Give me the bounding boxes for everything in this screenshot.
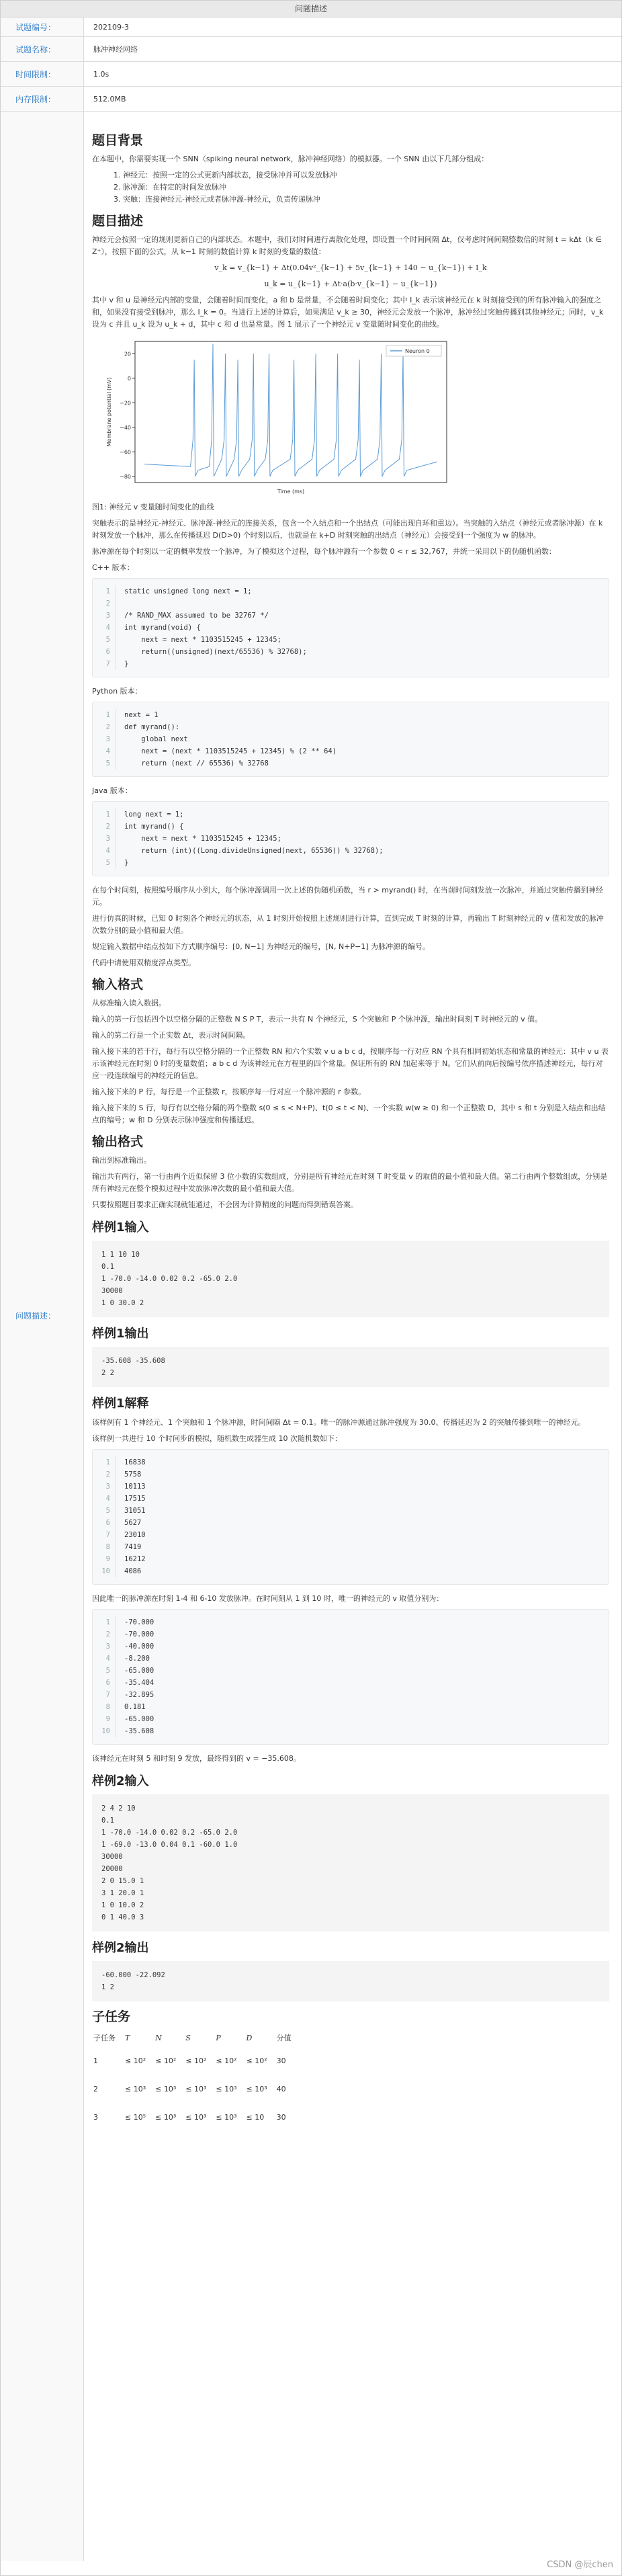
random-values-block: 1 16838 2 5758 3 10113 4 17515 5 31051 6 5627 7 23010 8 7419 9 16212 10 4086 [92,1449,609,1585]
code-line: 0.181 [124,1703,146,1711]
paragraph: 突触表示的是神经元-神经元、脉冲源-神经元的连接关系，包含一个入结点和一个出结点（可能出现自环和重边）。当突触的入结点（神经元或者脉冲源）在 k 时刻发放一个脉冲，那么在传播延迟 D(D>0) 个时刻以后，也就是在 k+D 时刻突触的出结点（神经元）会接受到一个强度为 w 的脉冲。 [92,519,603,540]
y-tick-label: −80 [120,473,131,480]
table-cell: 1 [93,2056,98,2065]
code-line: -70.000 [124,1618,154,1626]
code-line: 7419 [124,1543,142,1551]
legend-label: Neuron 0 [405,348,430,354]
code-line: 5758 [124,1470,142,1479]
section-heading: 题目背景 [92,133,144,148]
table-cell: ≤ 10² [216,2056,237,2065]
code-line: -35.404 [124,1679,154,1687]
table-header: S [185,2034,191,2042]
description-label: 问题描述： [1,112,84,2561]
section-heading: 题目描述 [92,214,144,228]
code-line: -65.000 [124,1715,154,1723]
table-cell: ≤ 10² [185,2056,207,2065]
table-row [92,2075,300,2104]
code-line: 23010 [124,1531,146,1539]
table-header-row [92,2030,300,2047]
plot-area [135,341,447,483]
table-cell: 3 [93,2113,98,2122]
y-tick-label: −40 [120,424,131,431]
info-row-id [1,17,621,37]
code-line: int myrand() { [124,823,184,831]
table-cell: 30 [276,2113,286,2122]
code-line: 17515 [124,1495,146,1503]
code-line: /* RAND_MAX assumed to be 32767 */ [124,612,269,620]
table-cell: ≤ 10 [246,2113,265,2122]
sample-output-1: -35.608 -35.608 2 2 [92,1347,609,1387]
code-line: -40.000 [124,1643,154,1651]
info-label: 内存限制： [1,87,84,111]
table-cell: ≤ 10³ [155,2113,177,2122]
table-cell: ≤ 10² [155,2056,177,2065]
info-label: 试题编号： [1,17,84,36]
table-cell: ≤ 10⁵ [125,2113,146,2122]
chart-svg [104,336,453,497]
paragraph: 输入接下来的 S 行，每行有以空格分隔的两个整数 s(0 ≤ s < N+P)、t(0 ≤ t < N)、一个实数 w(w ≥ 0) 和一个正整数 D，其中 s 和 t 分别是入结点和出结点的编号；w 和 D 分别表示脉冲强度和传播延迟。 [92,1104,606,1124]
code-line: 16212 [124,1555,146,1563]
table-header: N [155,2034,162,2042]
table-cell: ≤ 10³ [125,2085,146,2093]
paragraph: 在本题中，你需要实现一个 SNN（spiking neural network，脉冲神经网络）的模拟器。一个 SNN 由以下几部分组成： [92,155,489,163]
table-header: 分值 [276,2034,292,2042]
code-line: global next [124,735,188,743]
info-value: 1.0s [93,69,109,79]
table-row [92,2047,300,2075]
paragraph: 该样例一共进行 10 个时间步的模拟，随机数生成器生成 10 次随机数如下： [92,1434,342,1443]
sample-heading: 样例1输入 [92,1220,149,1235]
info-value: 512.0MB [93,94,126,103]
code-line: -65.000 [124,1667,154,1675]
section-heading: 输入格式 [92,977,144,992]
membrane-chart [104,336,453,497]
y-tick-label: 0 [127,375,131,382]
code-label: Python 版本： [92,687,142,696]
page-title: 问题描述 [1,1,621,17]
table-cell: ≤ 10³ [155,2085,177,2093]
list-item: 3. 突触：连接神经元-神经元或者脉冲源-神经元，负责传递脉冲 [123,194,609,206]
table-cell: 30 [276,2056,286,2065]
code-line: static unsigned long next = 1; [124,587,252,595]
code-line: 31051 [124,1507,146,1515]
code-line: long next = 1; [124,811,184,819]
code-line [116,597,124,610]
sample-output-2: -60.000 -22.092 1 2 [92,1961,609,2001]
code-line: } [124,660,129,668]
paragraph: 输入的第一行包括四个以空格分隔的正整数 N S P T，表示一共有 N 个神经元，S 个突触和 P 个脉冲源，输出时间刻 T 时神经元的 v 值。 [92,1015,543,1024]
paragraph: 神经元会按照一定的规则更新自己的内部状态。本题中，我们对时间进行离散化处理，即设置一个时间间隔 Δt，仅考虑时间间隔整数倍的时刻 t = kΔt（k ∈ Z⁺），按照下面的公式，从 k−1 时刻的数值计算 k 时刻的变量的数值： [92,235,603,256]
sample-input-2: 2 4 2 10 0.1 1 -70.0 -14.0 0.02 0.2 -65.0 2.0 1 -69.0 -13.0 0.04 0.1 -60.0 1.0 30000 20000 2 0 15.0 1 3 1 20.0 1 1 0 10.0 2 0 1 40.0 3 [92,1794,609,1931]
list-item: 2. 脉冲源：在特定的时间发放脉冲 [123,181,609,194]
table-header: T [125,2034,130,2042]
code-block-cpp: 1 static unsigned long next = 1; 2 3 /* RAND_MAX assumed to be 32767 */ 4 int myrand(void) { 5 next = next * 1103515245 + 12345; 6 return((unsigned)(next/65536) % 32768); 7 } [92,578,609,677]
subtask-table [92,2030,300,2132]
info-row-time [1,62,621,87]
code-block-python: 1 next = 1 2 def myrand(): 3 global next 4 next = (next * 1103515245 + 12345) % (2 ** 64) 5 return (next // 65536) % 32768 [92,702,609,777]
paragraph: 该样例有 1 个神经元、1 个突触和 1 个脉冲源，时间间隔 Δt = 0.1。唯一的脉冲源通过脉冲强度为 30.0、传播延迟为 2 的突触传播到唯一的神经元。 [92,1418,586,1427]
paragraph: 进行仿真的时候，已知 0 时刻各个神经元的状态，从 1 时刻开始按照上述规则进行计算，直到完成 T 时刻的计算，再输出 T 时刻神经元的 v 值和发放的脉冲次数分别的最小值和最大值。 [92,914,604,935]
table-cell: 2 [93,2085,98,2093]
table-cell: ≤ 10³ [185,2113,207,2122]
code-line: return (next // 65536) % 32768 [124,759,269,767]
v-values-block: 1 -70.000 2 -70.000 3 -40.000 4 -8.200 5 -65.000 6 -35.404 7 -32.895 8 0.181 9 -65.000 10 -35.608 [92,1609,609,1745]
watermark: CSDN @辰chen [547,2560,613,2570]
info-label: 试题名称： [1,37,84,61]
code-line: int myrand(void) { [124,624,201,632]
code-line: } [124,859,129,867]
paragraph: 输出到标准输出。 [92,1156,151,1165]
paragraph: 输入接下来的 P 行，每行是一个正整数 r，按顺序每一行对应一个脉冲源的 r 参数。 [92,1087,366,1096]
sample-input-1: 1 1 10 10 0.1 1 -70.0 -14.0 0.02 0.2 -65.0 2.0 30000 1 0 30.0 2 [92,1241,609,1317]
list-item: 1. 神经元：按照一定的公式更新内部状态，接受脉冲并可以发放脉冲 [123,169,609,181]
code-line: next = 1 [124,711,159,719]
paragraph: 代码中请使用双精度浮点类型。 [92,958,195,967]
paragraph: 从标准输入读入数据。 [92,999,166,1007]
paragraph: 其中 v 和 u 是神经元内部的变量，会随着时间而变化，a 和 b 是常量，不会随着时间变化；其中 I_k 表示该神经元在 k 时刻接受到的所有脉冲输入的强度之和，如果没有接受到脉冲，那么 I_k = 0。当进行上述的计算后，如果满足 v_k ≥ 30，神经元会发放一个脉冲，脉冲经过突触传播到其他神经元；同时，v_k 设为 c 并且 u_k 设为 u_k + d，其中 c 和 d 也是常量。图 1 展示了一个神经元 v 变量随时间变化的曲线。 [92,296,604,329]
code-label: Java 版本： [92,786,132,795]
description-row [1,112,621,2561]
y-tick-label: 20 [124,351,131,358]
table-cell: ≤ 10³ [246,2085,267,2093]
sample-heading: 样例2输入 [92,1774,149,1788]
table-cell: ≤ 10² [125,2056,146,2065]
sample-heading: 样例1解释 [92,1397,149,1411]
paragraph: 因此唯一的脉冲源在时刻 1-4 和 6-10 发放脉冲。在时间刻从 1 到 10 时，唯一的神经元的 v 取值分别为： [92,1594,444,1603]
code-line: 10113 [124,1483,146,1491]
y-axis-label: Membrane potential (mV) [106,377,112,447]
x-axis-label: Time (ms) [277,489,305,495]
table-cell: ≤ 10³ [216,2113,237,2122]
paragraph: 输入接下来的若干行，每行有以空格分隔的一个正整数 RN 和六个实数 v u a b c d，按顺序每一行对应 RN 个具有相同初始状态和常量的神经元：其中 v u 表示该神经元在时刻 0 时的变量数值；a b c d 为该神经元在方程里的四个常量。保证所有的 RN 加起来等于 N。它们从前向后按编号依序描述神经元，每行对应一段连续编号的神经元的信息。 [92,1047,609,1080]
code-line: def myrand(): [124,723,180,731]
component-list [92,169,609,206]
code-line: next = (next * 1103515245 + 12345) % (2 ** 64) [124,747,337,755]
code-line: next = next * 1103515245 + 12345; [124,636,281,644]
table-header: P [216,2034,221,2042]
info-label: 时间限制： [1,62,84,86]
paragraph: 输入的第二行是一个正实数 Δt，表示时间间隔。 [92,1031,251,1040]
code-line: -35.608 [124,1727,154,1735]
code-label: C++ 版本： [92,563,134,572]
info-value: 202109-3 [93,22,129,32]
paragraph: 规定输入数据中结点按如下方式顺序编号：[0, N−1] 为神经元的编号，[N, N+P−1] 为脉冲源的编号。 [92,942,431,951]
table-header: 子任务 [93,2034,116,2042]
table-cell: ≤ 10² [246,2056,267,2065]
paragraph: 输出共有两行，第一行由两个近似保留 3 位小数的实数组成，分别是所有神经元在时刻 T 时变量 v 的取值的最小值和最大值。第二行由两个整数组成，分别是所有神经元在整个模拟过程中发放脉冲次数的最小值和最大值。 [92,1172,608,1193]
code-line: return (int)((Long.divideUnsigned(next, 65536)) % 32768); [124,847,384,855]
problem-content [84,112,621,2561]
formula-u: u_k = u_{k−1} + Δt·a(b·v_{k−1} − u_{k−1}) [264,280,437,288]
table-cell: ≤ 10³ [216,2085,237,2093]
table-cell: ≤ 10³ [185,2085,207,2093]
paragraph: 脉冲源在每个时刻以一定的概率发放一个脉冲，为了模拟这个过程，每个脉冲源有一个参数 0 < r ≤ 32,767，并统一采用以下的伪随机函数： [92,547,556,556]
info-value: 脉冲神经网络 [93,45,138,54]
code-line: 5627 [124,1519,142,1527]
code-line: return((unsigned)(next/65536) % 32768); [124,648,307,656]
info-row-name [1,37,621,62]
info-row-memory [1,87,621,112]
formula-v: v_k = v_{k−1} + Δt(0.04v²_{k−1} + 5v_{k−1} + 140 − u_{k−1}) + I_k [214,263,487,272]
sample-heading: 样例1输出 [92,1327,149,1341]
paragraph: 该神经元在时刻 5 和时刻 9 发放，最终得到的 v = −35.608。 [92,1754,301,1763]
code-line: -70.000 [124,1630,154,1638]
paragraph: 只要按照题目要求正确实现就能通过，不会因为计算精度的问题而得到错误答案。 [92,1200,358,1209]
code-line: -8.200 [124,1655,150,1663]
section-heading: 输出格式 [92,1134,144,1149]
code-block-java: 1 long next = 1; 2 int myrand() { 3 next = next * 1103515245 + 12345; 4 return (int)((Long.divideUnsigned(next, 65536)) % 32768); 5 } [92,801,609,876]
code-line: next = next * 1103515245 + 12345; [124,835,281,843]
section-heading: 子任务 [92,2009,131,2024]
figure-caption: 图1: 神经元 v 变量随时间变化的曲线 [92,503,214,511]
sample-heading: 样例2输出 [92,1941,149,1955]
y-tick-label: −20 [120,400,131,407]
code-line: 4086 [124,1567,142,1575]
y-tick-label: −60 [120,449,131,456]
table-header: D [246,2034,253,2042]
table-row [92,2104,300,2132]
code-line: -32.895 [124,1691,154,1699]
table-cell: 40 [276,2085,286,2093]
paragraph: 在每个时间刻，按照编号顺序从小到大，每个脉冲源调用一次上述的伪随机函数，当 r > myrand() 时，在当前时间刻发放一次脉冲，并通过突触传播到神经元。 [92,886,603,907]
code-line: 16838 [124,1458,146,1466]
